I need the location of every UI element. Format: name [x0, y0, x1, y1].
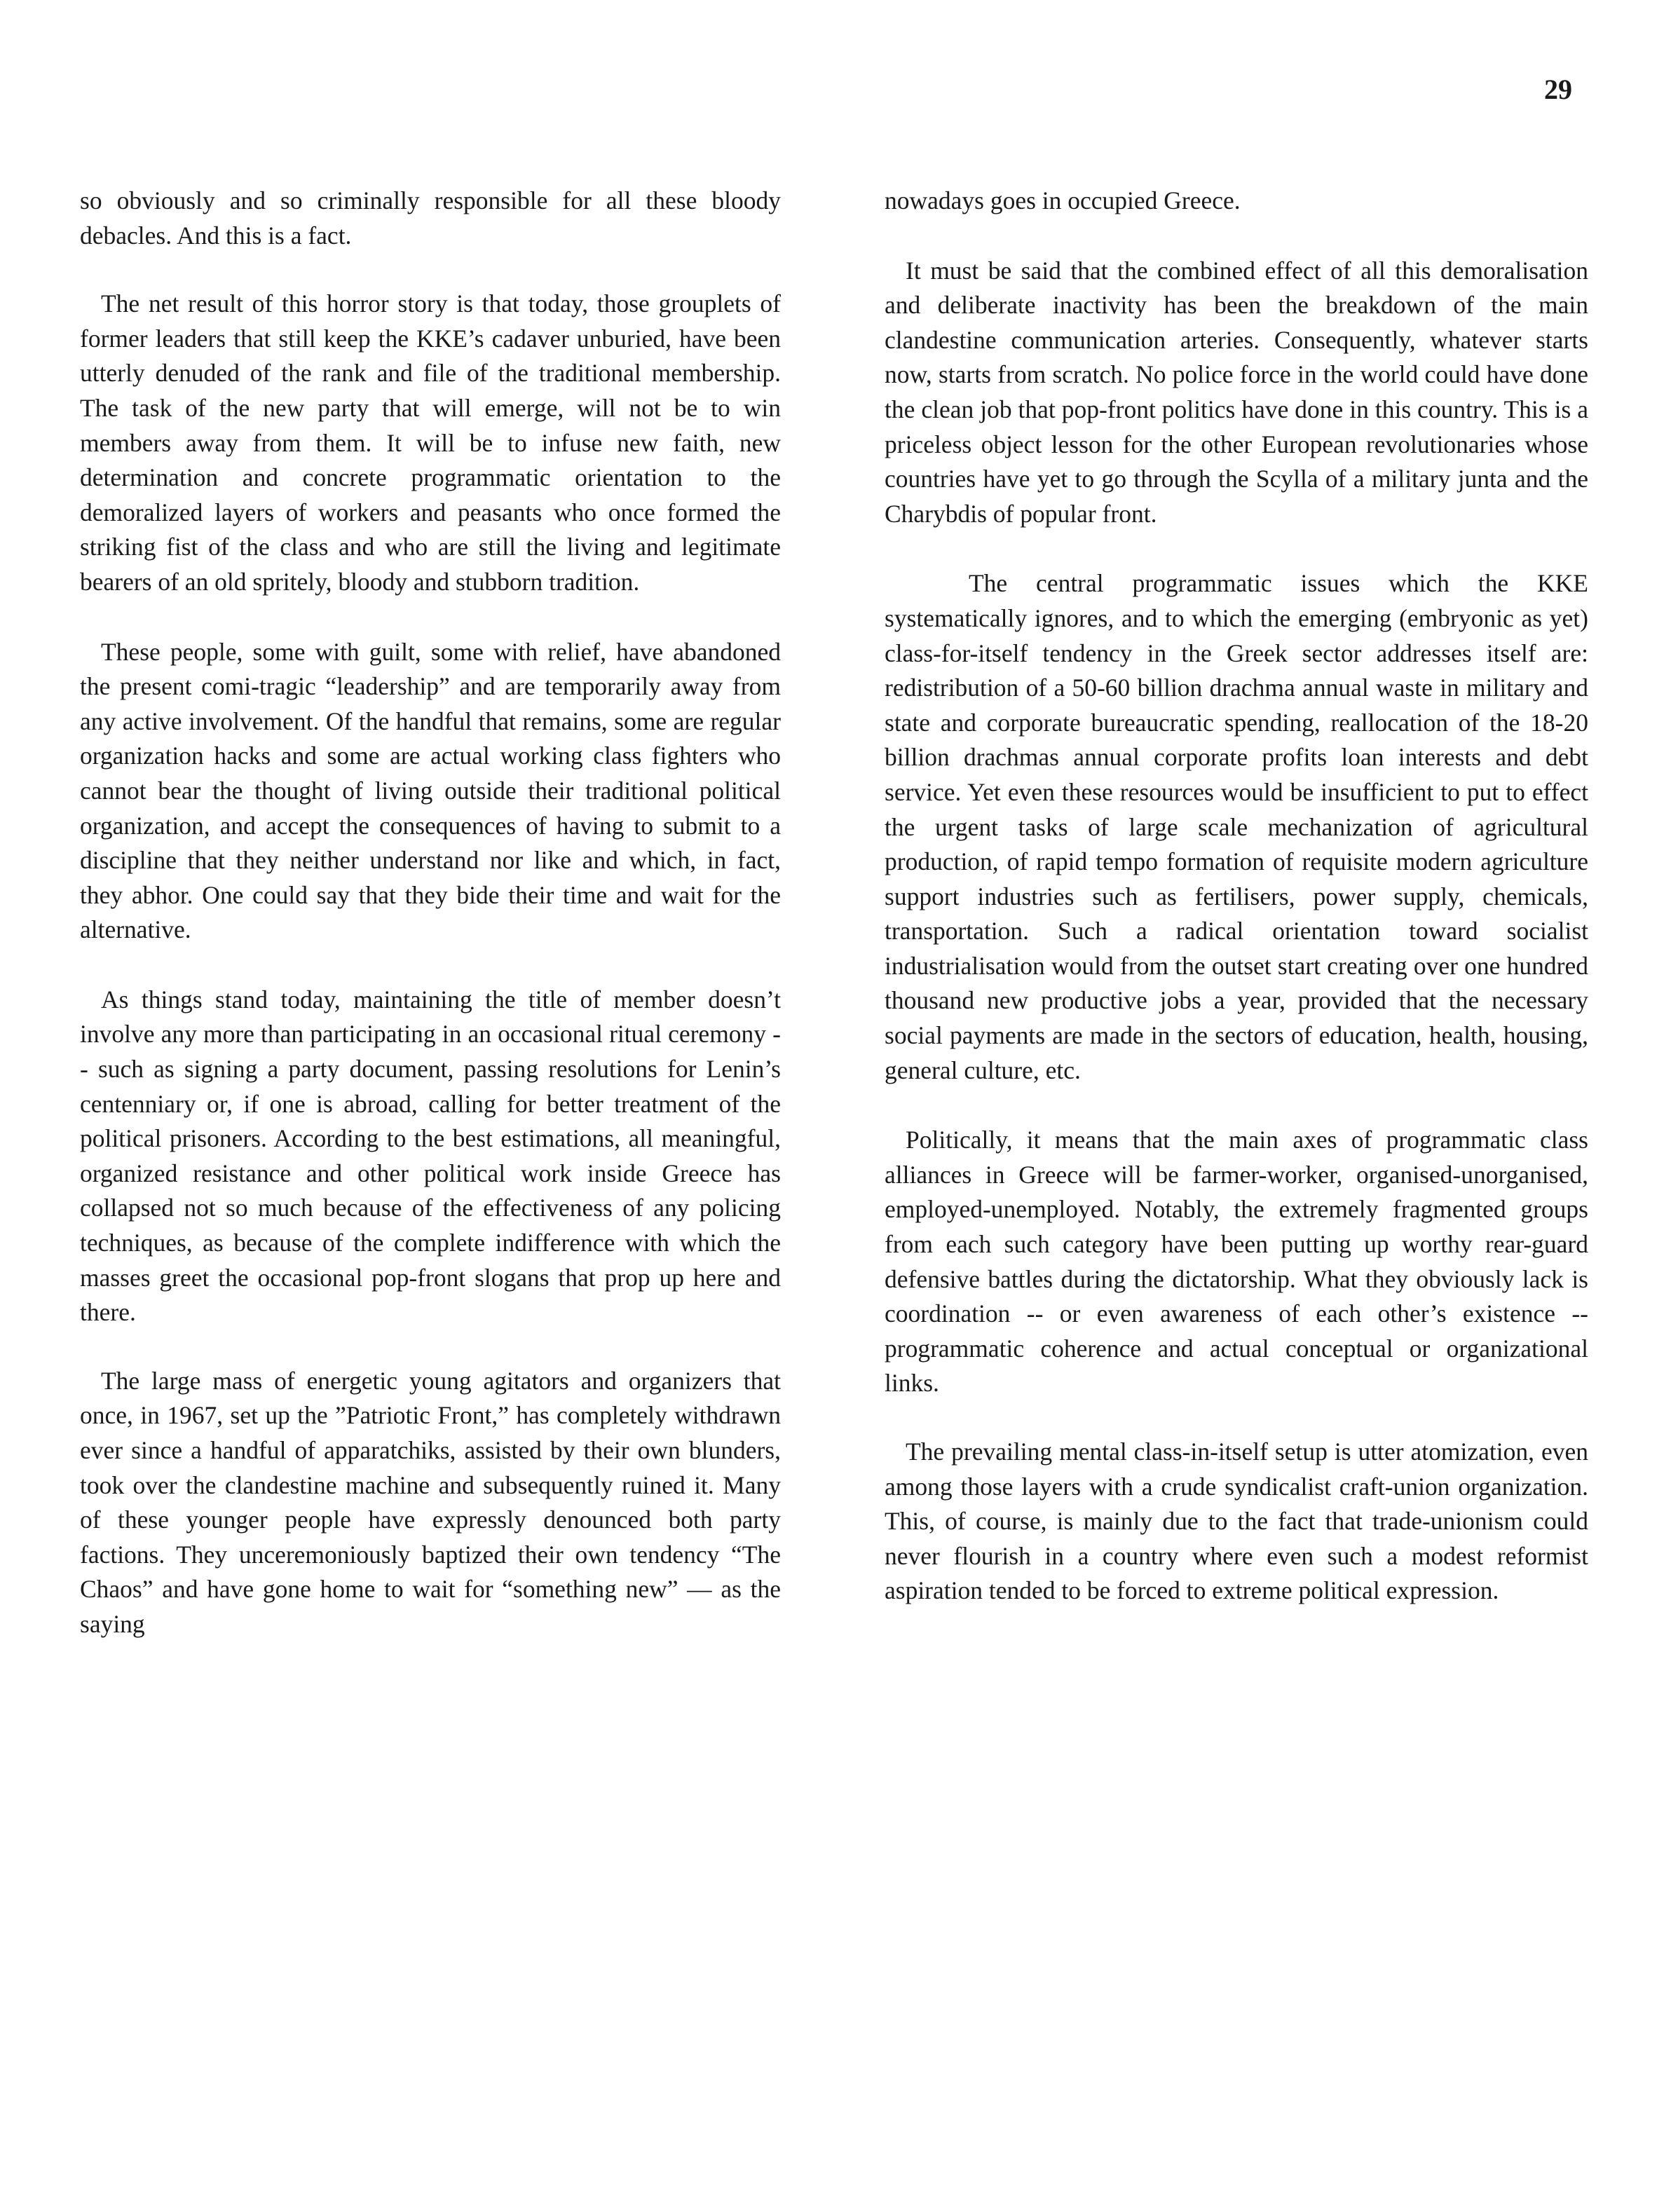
- paragraph: These people, some with guilt, some with relief, have abandoned the present comi-tragic “leadership” and are temporarily away from any active involvement. Of the handful that remains, some are regular organization hacks and some are actual working class fighters who cannot bear the thought of living outside their traditional political organization, and accept the consequences of having to submit to a discipline that they neither understand nor like and which, in fact, they abhor. One could say that they bide their time and wait for the alternative.: [80, 637, 781, 944]
- paragraph: nowadays goes in occupied Greece.: [885, 186, 1241, 214]
- right-column: [885, 184, 1588, 1609]
- page-number: 29: [1544, 74, 1572, 105]
- paragraph: so obviously and so criminally responsible for all these bloody debacles. And this is a fact.: [80, 186, 781, 250]
- paragraph: The large mass of energetic young agitators and organizers that once, in 1967, set up the ”Patriotic Front,” has completely withdrawn ever since a handful of apparatchiks, assisted by their own blunders, took over the clandestine machine and subsequently ruined it. Many of these younger people have expressly denounced both party factions. They unceremoniously baptized their own tendency “The Chaos” and have gone home to wait for “something new” — as the saying: [80, 1366, 781, 1638]
- paragraph: Politically, it means that the main axes of programmatic class alliances in Greece will be farmer-worker, organised-unorganised, employed-unemployed. Notably, the extremely fragmented groups from each such category have been putting up worthy rear-guard defensive battles during the dictatorship. What they obviously lack is coordination -- or even awareness of each other’s existence -- programmatic coherence and actual conceptual or organizational links.: [885, 1126, 1588, 1398]
- paragraph: The prevailing mental class-in-itself setup is utter atomization, even among those layers with a crude syndicalist craft-union organization. This, of course, is mainly due to the fact that trade-unionism could never flourish in a country where even such a modest reformist aspiration tended to be forced to extreme political expression.: [885, 1438, 1588, 1605]
- paragraph: The net result of this horror story is that today, those grouplets of former leaders that still keep the KKE’s cadaver unburied, have been utterly denuded of the rank and file of the traditional membership. The task of the new party that will emerge, will not be to win members away from them. It will be to infuse new faith, new determination and concrete programmatic orientation to the demoralized layers of workers and peasants who once formed the striking fist of the class and who are still the living and legitimate bearers of an old spritely, bloody and stubborn tradition.: [80, 289, 781, 596]
- left-column: [80, 184, 781, 1642]
- paragraph: As things stand today, maintaining the title of member doesn’t involve any more than participating in an occasional ritual ceremony -- such as signing a party document, passing resolutions for Lenin’s centenniary or, if one is abroad, calling for better treatment of the political prisoners. According to the best estimations, all meaningful, organized resistance and other political work inside Greece has collapsed not so much because of the effectiveness of any policing techniques, as because of the complete indifference with which the masses greet the occasional pop-front slogans that prop up here and there.: [80, 985, 781, 1327]
- paragraph: The central programmatic issues which the KKE systematically ignores, and to which the emerging (embryonic as yet) class-for-itself tendency in the Greek sector addresses itself are: redistribution of a 50-60 billion drachma annual waste in military and state and corporate bureaucratic spending, reallocation of the 18-20 billion drachmas annual corporate profits loan interests and debt service. Yet even these resources would be insufficient to put to effect the urgent tasks of large scale mechanization of agricultural production, of rapid tempo formation of requisite modern agriculture support industries such as fertilisers, power supply, chemicals, transportation. Such a radical orientation toward socialist industrialisation would from the outset start creating over one hundred thousand new productive jobs a year, provided that the necessary social payments are made in the sectors of education, health, housing, general culture, etc.: [885, 569, 1588, 1084]
- paragraph: It must be said that the combined effect of all this demoralisation and deliberate inactivity has been the breakdown of the main clandestine communication arteries. Consequently, whatever starts now, starts from scratch. No police force in the world could have done the clean job that pop-front politics have done in this country. This is a priceless object lesson for the other European revolutionaries whose countries have yet to go through the Scylla of a military junta and the Charybdis of popular front.: [885, 256, 1588, 528]
